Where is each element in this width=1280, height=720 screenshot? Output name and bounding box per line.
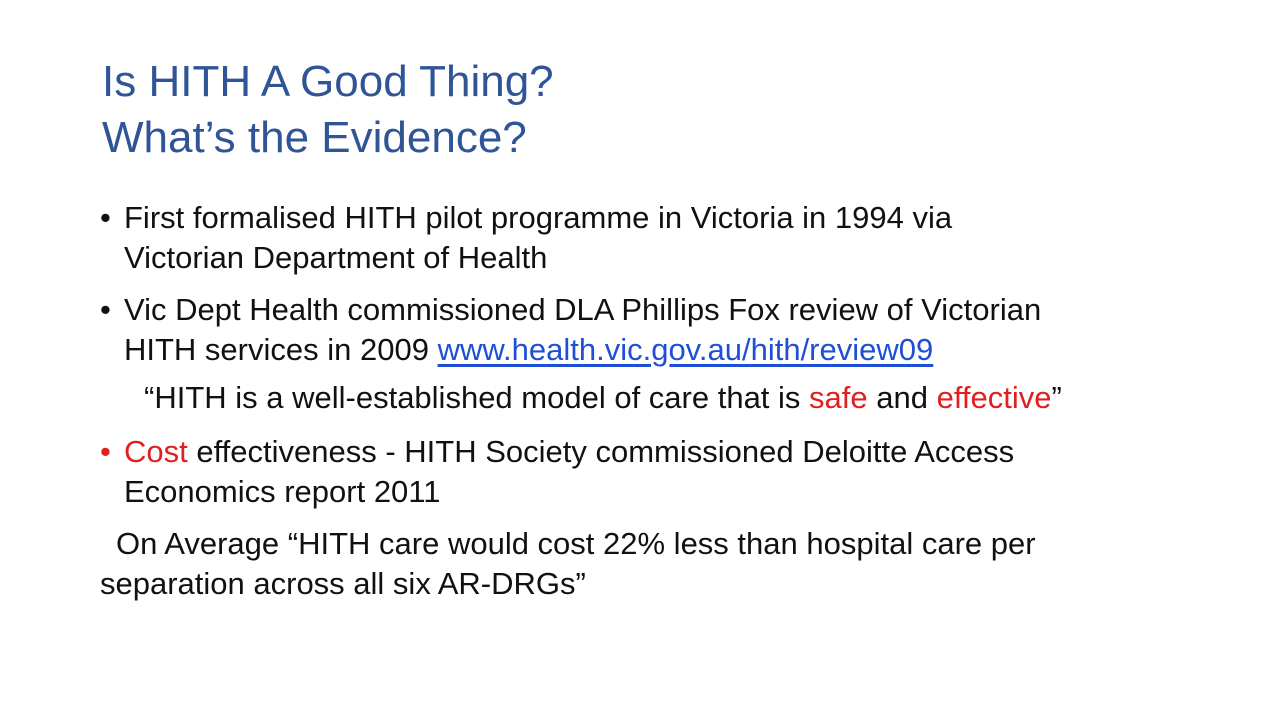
bullet-item-pilot-programme	[100, 198, 1220, 278]
summary-quote	[100, 524, 1220, 604]
bullet-item-cost-effectiveness	[100, 432, 1220, 512]
bullet-text-line	[124, 330, 1220, 370]
bullet-item-review	[100, 290, 1220, 370]
quote-text: ”	[1051, 380, 1062, 415]
review-text: HITH services in 2009	[124, 332, 438, 367]
quote-emphasis-effective: effective	[936, 380, 1052, 415]
title-line-1: Is HITH A Good Thing?	[102, 57, 554, 106]
slide-title	[102, 54, 1202, 166]
quote-emphasis-safe: safe	[809, 380, 868, 415]
bullet-marker: •	[100, 200, 111, 235]
bullet-marker: •	[100, 292, 111, 327]
title-line-2: What’s the Evidence?	[102, 113, 527, 162]
bullet-marker: •	[100, 434, 111, 469]
quote-text: and	[867, 380, 937, 415]
slide-body	[100, 198, 1220, 604]
review-quote	[144, 378, 1220, 418]
cost-emphasis: Cost	[124, 434, 188, 469]
quote-text: “HITH is a well-established model of care that is	[144, 380, 810, 415]
bullet-text-line: Victorian Department of Health	[124, 240, 548, 275]
bullet-text-line: First formalised HITH pilot programme in Victoria in 1994 via	[124, 200, 953, 235]
bullet-text-line: Economics report 2011	[124, 474, 441, 509]
summary-line: On Average “HITH care would cost 22% less than hospital care per	[116, 526, 1036, 561]
summary-line: separation across all six AR-DRGs”	[100, 566, 586, 601]
bullet-text: effectiveness - HITH Society commissioned Deloitte Access	[187, 434, 1015, 469]
review-link[interactable]: www.health.vic.gov.au/hith/review09	[437, 332, 934, 367]
bullet-text-line: Vic Dept Health commissioned DLA Phillips Fox review of Victorian	[124, 292, 1042, 327]
bullet-text-line	[124, 432, 1220, 472]
